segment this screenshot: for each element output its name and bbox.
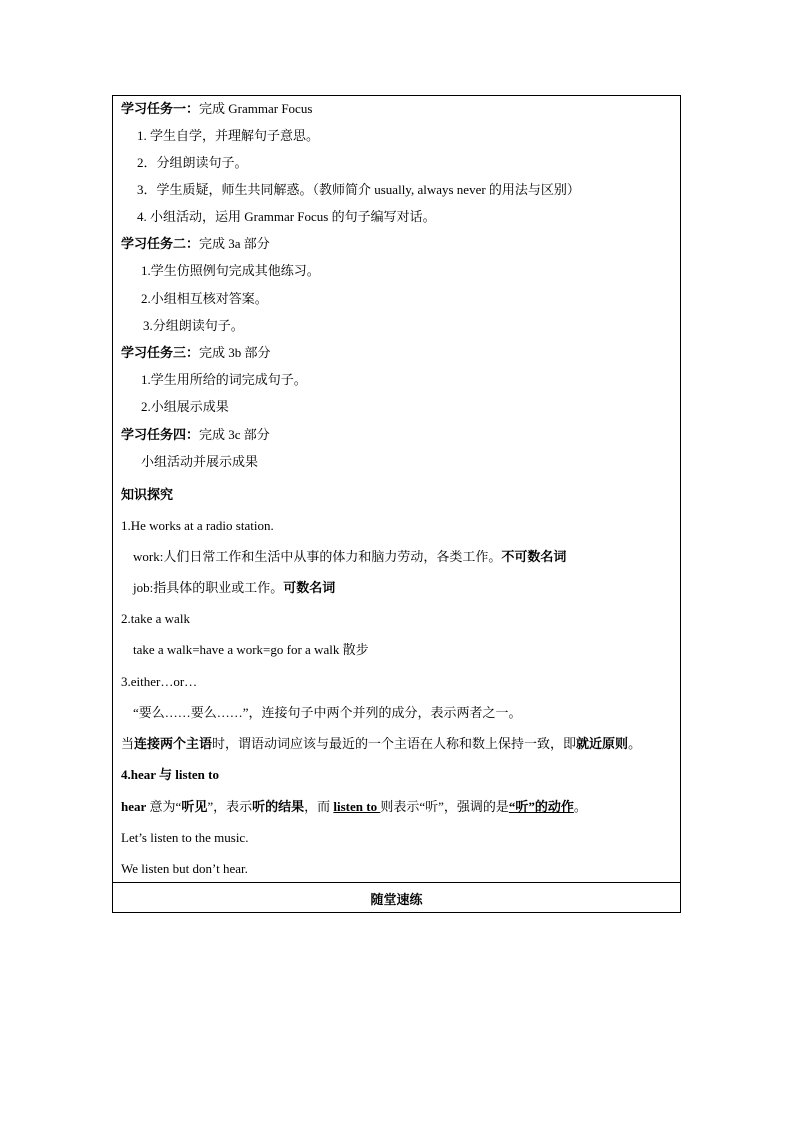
task3-item-1: 1.学生用所给的词完成句子。 (141, 372, 307, 387)
point4-c: 听见 (181, 799, 208, 814)
point1-job (133, 580, 335, 596)
task1-item-1: 1. 学生自学，并理解句子意思。 (137, 128, 320, 143)
point4-j: 。 (573, 799, 587, 814)
point4-f: ，而 (304, 799, 334, 814)
point4-d: ”，表示 (207, 799, 253, 814)
point4-e: 听的结果 (252, 799, 305, 814)
example-2: We listen but don’t hear. (121, 861, 248, 876)
task1-item-3: 3．学生质疑，师生共同解惑。（教师简介 usually, always never 的用法与区别） (137, 182, 580, 197)
point3-rule (121, 736, 641, 752)
example-1: Let’s listen to the music. (121, 830, 249, 845)
point4-g: listen to (333, 799, 381, 814)
point1-sentence: 1.He works at a radio station. (121, 518, 274, 533)
task3-item-2: 2.小组展示成果 (141, 399, 229, 414)
point4-a: hear (121, 799, 147, 814)
task4-item-1: 小组活动并展示成果 (141, 454, 259, 469)
task1-item-4: 4. 小组活动，运用 Grammar Focus 的句子编写对话。 (137, 209, 436, 224)
point1-work-type: 不可数名词 (501, 549, 567, 564)
point4-detail (121, 799, 587, 815)
point1-job-text: job:指具体的职业或工作。 (133, 580, 284, 595)
task2-title: 完成 3a 部分 (199, 236, 270, 251)
point4-i: “听”的动作 (508, 799, 574, 814)
point3-rule-c: 时，谓语动词应该与最近的一个主语在人称和数上保持一致，即 (212, 736, 577, 751)
point1-job-type: 可数名词 (283, 580, 336, 595)
task2-heading (121, 236, 270, 252)
point3-heading: 3.either…or… (121, 674, 198, 689)
practice-heading: 随堂速练 (370, 892, 423, 907)
task2-item-2: 2.小组相互核对答案。 (141, 291, 268, 306)
lesson-table (112, 95, 681, 913)
point3-detail: “要么……要么……”，连接句子中两个并列的成分，表示两者之一。 (133, 705, 522, 720)
point4-heading: 4.hear 与 listen to (121, 767, 219, 782)
task1-title: 完成 Grammar Focus (199, 101, 313, 116)
point4-b: 意为“ (146, 799, 182, 814)
point1-work-text: work:人们日常工作和生活中从事的体力和脑力劳动，各类工作。 (133, 549, 502, 564)
point4-h: 则表示“听”，强调的是 (380, 799, 509, 814)
task4-title: 完成 3c 部分 (199, 427, 270, 442)
section-divider (113, 882, 680, 883)
task4-label: 学习任务四： (121, 427, 200, 442)
task2-label: 学习任务二： (121, 236, 200, 251)
point1-work (133, 549, 566, 565)
task1-heading (121, 101, 312, 117)
point2-detail: take a walk=have a work=go for a walk 散步 (133, 642, 369, 657)
point3-rule-a: 当 (121, 736, 135, 751)
task1-item-2: 2．分组朗读句子。 (137, 155, 248, 170)
task2-item-1: 1.学生仿照例句完成其他练习。 (141, 263, 320, 278)
task1-label: 学习任务一： (121, 101, 200, 116)
point3-rule-d: 就近原则 (576, 736, 629, 751)
task3-label: 学习任务三： (121, 345, 200, 360)
point3-rule-e: 。 (628, 736, 642, 751)
task2-item-3: 3.分组朗读句子。 (143, 318, 244, 333)
knowledge-heading: 知识探究 (121, 487, 174, 502)
point3-rule-b: 连接两个主语 (134, 736, 213, 751)
task4-heading (121, 427, 270, 443)
point2-heading: 2.take a walk (121, 611, 190, 626)
task3-title: 完成 3b 部分 (199, 345, 271, 360)
task3-heading (121, 345, 271, 361)
